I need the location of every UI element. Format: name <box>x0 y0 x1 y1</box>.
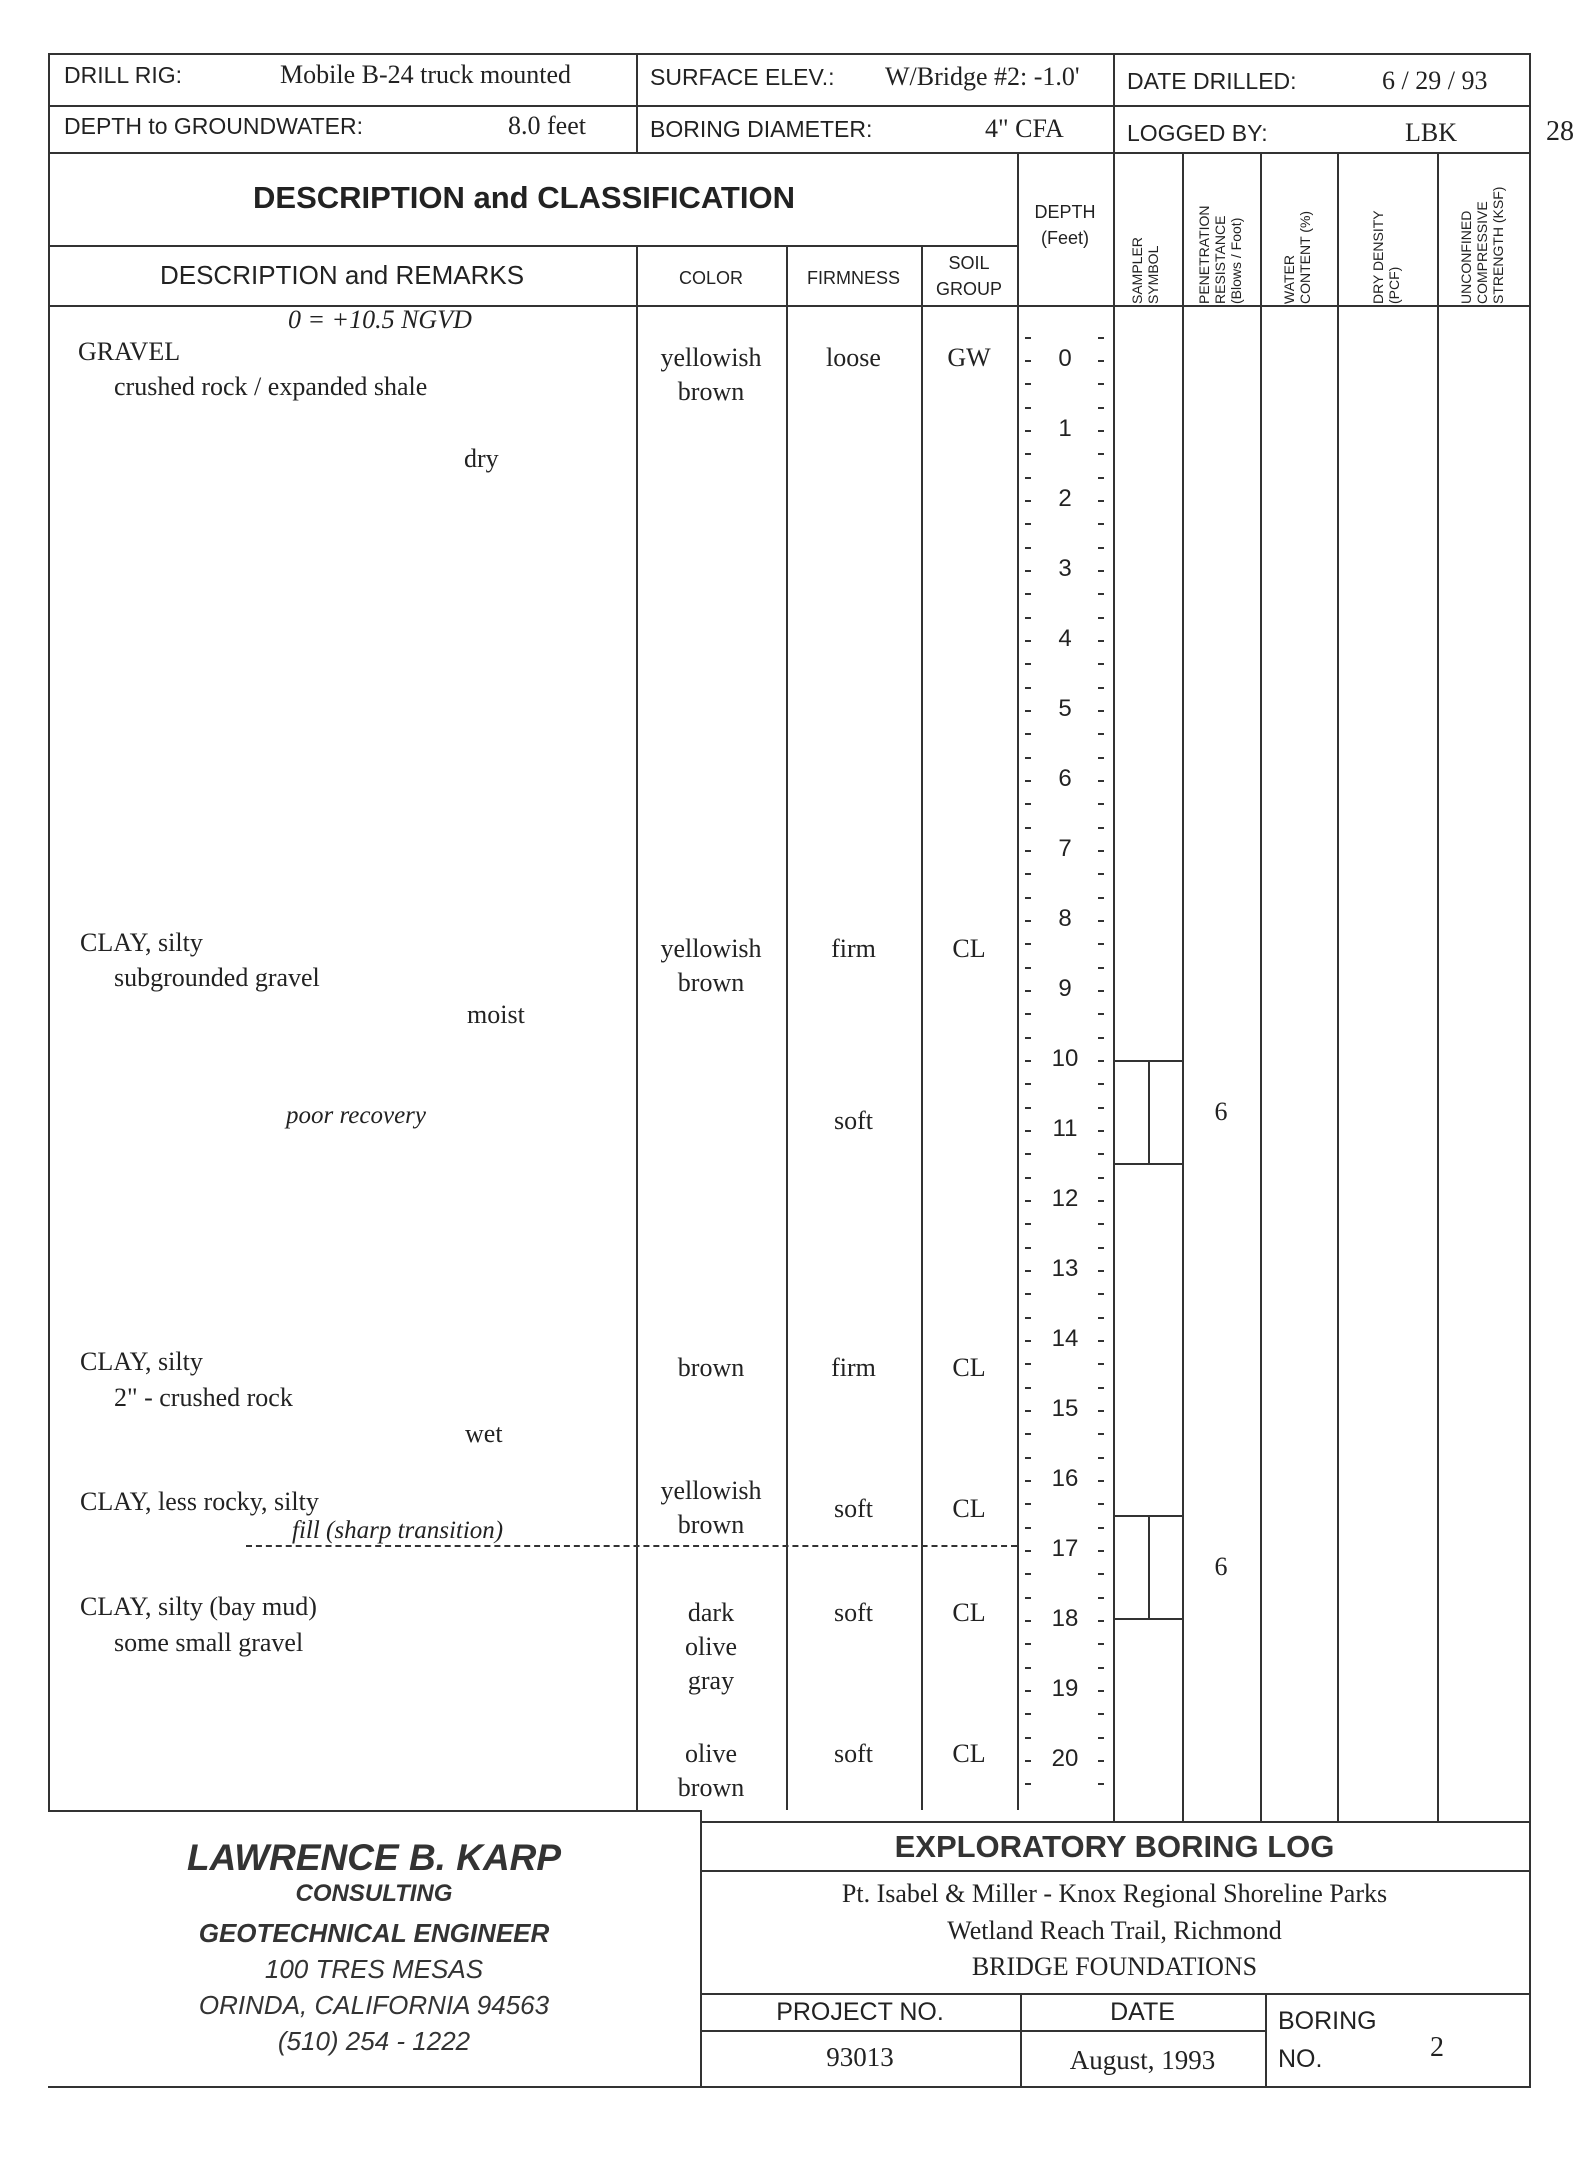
company-line-4: ORINDA, CALIFORNIA 94563 <box>198 1990 550 2020</box>
depth-tick-mark <box>1098 1083 1104 1085</box>
depth-tick-mark <box>1098 593 1104 595</box>
depth-tick-mark <box>1098 1783 1104 1785</box>
depth-tick-mark <box>1098 1643 1104 1645</box>
depth-tick-mark <box>1025 1667 1031 1669</box>
depth-tick-mark <box>1098 1433 1104 1435</box>
depth-tick-mark <box>1025 1247 1031 1249</box>
depth-tick-label: 17 <box>1051 1535 1079 1562</box>
penetration-resistance-header: PENETRATION RESISTANCE (Blows / Foot) <box>1196 205 1244 304</box>
depth-tick-mark <box>1098 1317 1104 1319</box>
depth-tick-mark <box>1098 407 1104 409</box>
soil-group-header-line2: GROUP <box>935 279 1002 299</box>
depth-tick-mark <box>1025 663 1031 665</box>
depth-tick-mark <box>1025 1153 1031 1155</box>
boring-label-line1: BORING <box>1278 2007 1377 2035</box>
dry-density-header: DRY DENSITY (PCF) <box>1370 210 1402 304</box>
depth-tick-mark <box>1098 1737 1104 1739</box>
depth-header-line2: (Feet) <box>1040 228 1089 248</box>
depth-tick-label: 6 <box>1058 765 1072 792</box>
depth-tick-mark <box>1098 733 1104 735</box>
depth-tick-mark <box>1025 1363 1031 1365</box>
surface-elev-value: W/Bridge #2: -1.0' <box>885 62 1080 91</box>
depth-tick-mark <box>1025 1573 1031 1575</box>
project-line-1: Pt. Isabel & Miller - Knox Regional Shoreline Parks <box>841 1879 1388 1908</box>
page-number: 28 <box>1546 116 1574 147</box>
boring-diameter-label: BORING DIAMETER: <box>650 116 873 142</box>
boring-label-line2: NO. <box>1278 2045 1323 2073</box>
unconfined-strength-header: UNCONFINED COMPRESSIVE STRENGTH (KSF) <box>1458 186 1506 304</box>
boring-diameter-value: 4" CFA <box>985 114 1064 143</box>
layer-2-firmness: firm <box>831 934 876 963</box>
boring-no-value: 2 <box>1430 2032 1444 2063</box>
poor-recovery-remark: poor recovery <box>286 1102 426 1129</box>
depth-tick-label: 1 <box>1058 415 1072 442</box>
depth-tick-mark <box>1098 803 1104 805</box>
sampler-tube <box>1148 1515 1182 1620</box>
project-line-3: BRIDGE FOUNDATIONS <box>971 1952 1258 1981</box>
datum-note: 0 = +10.5 NGVD <box>288 305 472 334</box>
depth-tick-mark <box>1098 663 1104 665</box>
layer-1-color: yellowish brown <box>660 343 762 406</box>
surface-elev-label: SURFACE ELEV.: <box>650 64 835 90</box>
drill-rig-value: Mobile B-24 truck mounted <box>280 60 572 89</box>
depth-tick-mark <box>1025 1037 1031 1039</box>
drill-rig-label: DRILL RIG: <box>64 62 183 88</box>
depth-tick-label: 19 <box>1051 1675 1079 1702</box>
company-name: LAWRENCE B. KARP <box>186 1837 562 1878</box>
depth-tick-label: 0 <box>1058 345 1072 372</box>
project-line-2: Wetland Reach Trail, Richmond <box>947 1916 1282 1945</box>
depth-tick-label: 15 <box>1051 1395 1079 1422</box>
depth-tick-mark <box>1098 1667 1104 1669</box>
depth-tick-mark <box>1025 1527 1031 1529</box>
layer-5-name: CLAY, silty (bay mud) <box>80 1592 317 1621</box>
layer-4-soil-group: CL <box>952 1494 986 1523</box>
depth-tick-label: 20 <box>1051 1745 1079 1772</box>
depth-tick-label: 2 <box>1058 485 1072 512</box>
depth-tick-mark <box>1098 1363 1104 1365</box>
depth-tick-label: 7 <box>1058 835 1072 862</box>
layer-6-color: olive brown <box>677 1739 745 1802</box>
company-line-3: 100 TRES MESAS <box>264 1954 484 1984</box>
depth-tick-mark <box>1025 687 1031 689</box>
depth-tick-mark <box>1025 523 1031 525</box>
depth-tick-mark <box>1098 897 1104 899</box>
depth-tick-mark <box>1098 967 1104 969</box>
color-column-header: COLOR <box>678 268 743 288</box>
depth-tick-label: 9 <box>1058 975 1072 1002</box>
soft-firmness-note: soft <box>834 1106 873 1135</box>
depth-tick-mark <box>1098 1247 1104 1249</box>
depth-tick-label: 12 <box>1051 1185 1079 1212</box>
layer-4-name: CLAY, less rocky, silty <box>80 1487 319 1516</box>
depth-tick-mark <box>1025 873 1031 875</box>
depth-tick-mark <box>1025 593 1031 595</box>
depth-tick-mark <box>1025 1107 1031 1109</box>
depth-tick-mark <box>1025 1597 1031 1599</box>
depth-tick-label: 16 <box>1051 1465 1079 1492</box>
depth-tick-label: 4 <box>1058 625 1072 652</box>
log-title: EXPLORATORY BORING LOG <box>894 1829 1335 1864</box>
section-title: DESCRIPTION and CLASSIFICATION <box>253 180 795 215</box>
layer-5-soil-group: CL <box>952 1598 986 1627</box>
depth-tick-mark <box>1098 1573 1104 1575</box>
depth-tick-mark <box>1098 1527 1104 1529</box>
layer-2-detail: subgrounded gravel <box>114 963 320 992</box>
layer-1-name: GRAVEL <box>78 337 181 366</box>
depth-tick-mark <box>1025 1223 1031 1225</box>
depth-tick-label: 18 <box>1051 1605 1079 1632</box>
layer-5-detail: some small gravel <box>114 1628 304 1657</box>
date-drilled-value: 6 / 29 / 93 <box>1382 66 1488 95</box>
depth-tick-mark <box>1025 407 1031 409</box>
company-line-2: GEOTECHNICAL ENGINEER <box>198 1918 550 1948</box>
project-no-label: PROJECT NO. <box>776 1998 944 2026</box>
depth-tick-label: 10 <box>1051 1045 1079 1072</box>
water-content-header: WATER CONTENT (%) <box>1281 210 1313 304</box>
depth-tick-mark <box>1098 1153 1104 1155</box>
date-value: August, 1993 <box>1069 2045 1216 2075</box>
depth-tick-mark <box>1025 1317 1031 1319</box>
company-line-5: (510) 254 - 1222 <box>277 2026 471 2056</box>
soil-group-header-line1: SOIL <box>948 253 990 273</box>
depth-tick-mark <box>1025 943 1031 945</box>
depth-tick-mark <box>1098 1503 1104 1505</box>
depth-tick-mark <box>1098 1387 1104 1389</box>
depth-tick-mark <box>1025 803 1031 805</box>
depth-tick-mark <box>1098 453 1104 455</box>
depth-tick-mark <box>1098 1457 1104 1459</box>
depth-tick-mark <box>1025 757 1031 759</box>
depth-tick-mark <box>1025 967 1031 969</box>
depth-tick-label: 13 <box>1051 1255 1079 1282</box>
firmness-column-header: FIRMNESS <box>806 268 900 288</box>
blow-count: 6 <box>1214 1096 1228 1126</box>
depth-tick-mark <box>1098 1713 1104 1715</box>
layer-5-color: dark olive gray <box>685 1598 737 1695</box>
layer-3-firmness: firm <box>831 1353 876 1382</box>
depth-tick-mark <box>1098 1107 1104 1109</box>
depth-tick-mark <box>1025 1177 1031 1179</box>
depth-tick-mark <box>1098 1177 1104 1179</box>
depth-tick-mark <box>1098 1013 1104 1015</box>
depth-tick-mark <box>1025 453 1031 455</box>
layer-1-detail: crushed rock / expanded shale <box>114 372 428 401</box>
depth-tick-label: 8 <box>1058 905 1072 932</box>
layer-2-name: CLAY, silty <box>80 928 203 957</box>
groundwater-value: 8.0 feet <box>508 111 586 140</box>
depth-tick-mark <box>1098 337 1104 339</box>
project-no-value: 93013 <box>826 2042 894 2072</box>
date-drilled-label: DATE DRILLED: <box>1127 68 1297 94</box>
depth-tick-mark <box>1098 1037 1104 1039</box>
layer-2-soil-group: CL <box>952 934 986 963</box>
depth-tick-mark <box>1025 1013 1031 1015</box>
layer-3-moisture: wet <box>465 1419 503 1448</box>
depth-tick-mark <box>1025 1503 1031 1505</box>
blow-count: 6 <box>1214 1551 1228 1581</box>
depth-tick-mark <box>1025 547 1031 549</box>
depth-tick-mark <box>1025 617 1031 619</box>
sampler-tube <box>1148 1060 1182 1165</box>
layer-4-color: yellowish brown <box>660 1476 762 1539</box>
depth-tick-mark <box>1025 733 1031 735</box>
depth-tick-mark <box>1098 1293 1104 1295</box>
layer-4-firmness: soft <box>834 1494 873 1523</box>
layer-3-detail: 2" - crushed rock <box>114 1383 293 1412</box>
depth-tick-mark <box>1025 1387 1031 1389</box>
date-label: DATE <box>1110 1998 1175 2026</box>
depth-tick-mark <box>1098 547 1104 549</box>
fill-transition-note: fill (sharp transition) <box>292 1517 504 1544</box>
logged-by-label: LOGGED BY: <box>1127 120 1268 146</box>
layer-1-moisture: dry <box>464 444 499 473</box>
depth-tick-mark <box>1098 1597 1104 1599</box>
depth-tick-label: 5 <box>1058 695 1072 722</box>
depth-tick-mark <box>1025 1457 1031 1459</box>
sampler-symbol-header: SAMPLER SYMBOL <box>1129 237 1161 304</box>
depth-tick-mark <box>1098 383 1104 385</box>
depth-tick-mark <box>1098 617 1104 619</box>
depth-tick-mark <box>1025 383 1031 385</box>
depth-header-line1: DEPTH <box>1034 202 1096 222</box>
layer-3-soil-group: CL <box>952 1353 986 1382</box>
depth-tick-mark <box>1025 1433 1031 1435</box>
layer-1-firmness: loose <box>826 343 881 372</box>
layer-2-moisture: moist <box>467 1000 525 1029</box>
depth-tick-mark <box>1098 873 1104 875</box>
groundwater-label: DEPTH to GROUNDWATER: <box>64 113 364 139</box>
depth-tick-mark <box>1025 897 1031 899</box>
layer-6-soil-group: CL <box>952 1739 986 1768</box>
depth-tick-mark <box>1025 337 1031 339</box>
transition-dashed-line <box>246 1545 1017 1547</box>
depth-tick-label: 3 <box>1058 555 1072 582</box>
depth-tick-mark <box>1025 1737 1031 1739</box>
depth-tick-mark <box>1098 687 1104 689</box>
depth-tick-mark <box>1098 827 1104 829</box>
depth-tick-mark <box>1025 1713 1031 1715</box>
depth-tick-label: 14 <box>1051 1325 1079 1352</box>
depth-tick-mark <box>1098 477 1104 479</box>
depth-tick-mark <box>1098 523 1104 525</box>
layer-5-firmness: soft <box>834 1598 873 1627</box>
depth-tick-mark <box>1025 827 1031 829</box>
company-line-1: CONSULTING <box>295 1880 453 1907</box>
description-column-header: DESCRIPTION and REMARKS <box>159 260 525 290</box>
depth-tick-mark <box>1098 757 1104 759</box>
layer-3-name: CLAY, silty <box>80 1347 203 1376</box>
depth-tick-mark <box>1098 1223 1104 1225</box>
depth-tick-mark <box>1025 477 1031 479</box>
logged-by-value: LBK <box>1405 118 1457 147</box>
depth-tick-mark <box>1098 943 1104 945</box>
depth-tick-label: 11 <box>1052 1115 1078 1142</box>
layer-1-soil-group: GW <box>947 343 991 372</box>
depth-tick-mark <box>1025 1643 1031 1645</box>
layer-3-color: brown <box>677 1353 745 1382</box>
depth-tick-mark <box>1025 1783 1031 1785</box>
layer-6-firmness: soft <box>834 1739 873 1768</box>
depth-tick-mark <box>1025 1293 1031 1295</box>
depth-tick-mark <box>1025 1083 1031 1085</box>
layer-2-color: yellowish brown <box>660 934 762 997</box>
